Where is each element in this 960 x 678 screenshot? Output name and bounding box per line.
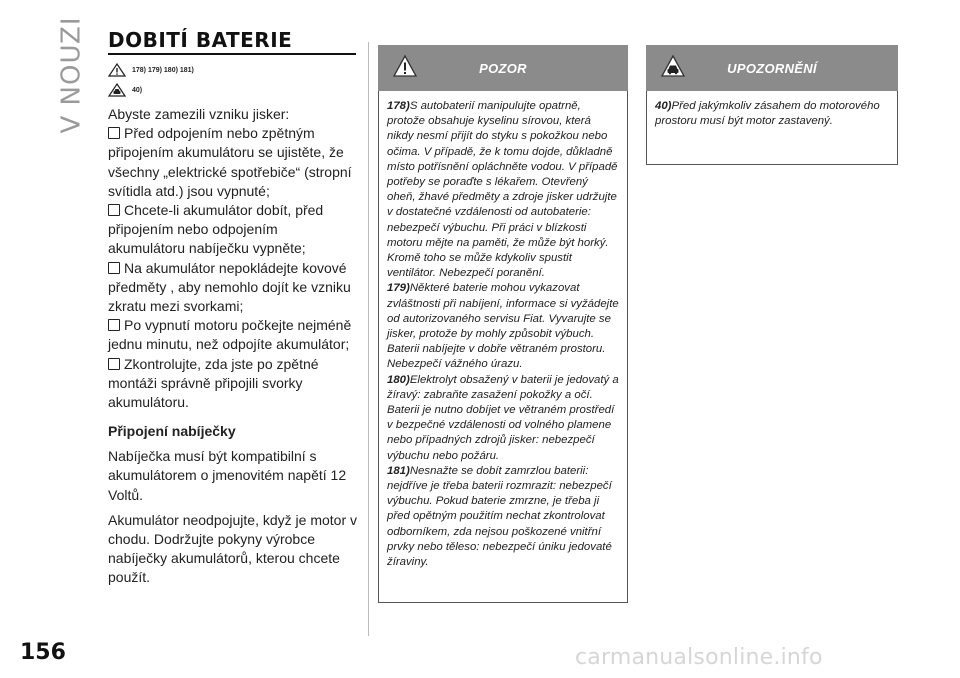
pozor-body — [378, 91, 628, 603]
checkbox-bullet-icon — [108, 358, 120, 370]
list-item: Chcete-li akumulátor dobít, před připojením nebo odpojením akumulátoru nabíječku vypněte; — [108, 202, 324, 257]
caution-item: 40)Před jakýmkoliv zásahem do motorového prostoru musí být motor zastavený. — [655, 100, 880, 128]
pozor-header — [378, 45, 628, 91]
upozorneni-body — [646, 91, 898, 165]
list-item: Před odpojením nebo zpětným připojením akumulátoru se ujistěte, že všechny „elektrické spotřebiče“ (stropní svítidla atd.) jsou vypnuté; — [108, 125, 352, 199]
checkbox-bullet-icon — [108, 319, 120, 331]
subheading: Připojení nabíječky — [108, 423, 236, 440]
warning-refs — [108, 63, 358, 77]
list-item: Zkontrolujte, zda jste po zpětné montáži správně připojili svorky akumulátoru. — [108, 355, 319, 411]
caution-refs-text: 40) — [132, 86, 143, 94]
body-text — [108, 105, 358, 588]
upozorneni-header — [646, 45, 898, 91]
warning-refs-text: 178) 179) 180) 181) — [132, 66, 194, 74]
title-rule — [108, 53, 356, 55]
list-item: Po vypnutí motoru počkejte nejméně jednu minutu, než odpojíte akumulátor; — [108, 317, 352, 353]
upozorneni-title: UPOZORNĚNÍ — [727, 60, 817, 76]
warning-item: 181)Nesnažte se dobít zamrzlou baterii: nejdříve je třeba baterii rozmrazit: nebezpečí výbuchu. Pokud baterie zmrzne, je třeba ji před opětným použitím nechat zkontrolovat odborníkem, zda nejsou poškozené vnitřní prvky nebo těleso: nebezpečí úniku jedovaté žíraviny. — [387, 464, 612, 569]
checkbox-bullet-icon — [108, 204, 120, 216]
caution-refs — [108, 83, 358, 97]
main-column — [108, 28, 358, 588]
checkbox-bullet-icon — [108, 127, 120, 139]
car-caution-icon — [108, 83, 126, 97]
column-divider — [368, 42, 369, 636]
warning-item: 180)Elektrolyt obsažený v baterii je jedovatý a žíravý: zabraňte zasažení pokožky a očí. Baterii je nutno dobíjet ve větraném prostředí v bezpečné vzdálenosti od volného plamene nebo případných zdrojů jisker: nebezpečí výbuchu nebo požáru. — [387, 373, 619, 462]
upozorneni-box — [646, 45, 898, 165]
warning-item: 179)Některé baterie mohou vykazovat zvláštnosti při nabíjení, informace si vyžádejte od autorizovaného servisu Fiat. Vyvarujte se jisker, protože by mohly způsobit výbuch. Baterii nabíjejte v dobře větraném prostoru. Nebezpečí vážného úrazu. — [387, 282, 619, 371]
page-number: 156 — [20, 640, 66, 665]
car-caution-icon — [660, 54, 686, 78]
watermark: carmanualsonline.info — [575, 645, 823, 670]
section-side-label — [57, 16, 87, 134]
checkbox-bullet-icon — [108, 262, 120, 274]
intro-text: Abyste zamezili vzniku jisker: — [108, 106, 290, 122]
paragraph: Nabíječka musí být kompatibilní s akumulátorem o jmenovitém napětí 12 Voltů. — [108, 448, 347, 503]
side-label-text: V NOUZI — [57, 16, 87, 134]
warning-triangle-icon — [108, 63, 126, 77]
paragraph: Akumulátor neodpojujte, když je motor v chodu. Dodržujte pokyny výrobce nabíječky akumulátorů, kterou chcete použít. — [108, 511, 358, 586]
list-item: Na akumulátor nepokládejte kovové předměty , aby nemohlo dojít ke vzniku zkratu mezi svorkami; — [108, 259, 351, 315]
pozor-title: POZOR — [479, 60, 527, 76]
warning-item: 178)S autobaterií manipulujte opatrně, protože obsahuje kyselinu sírovou, která nikdy nesmí přijít do styku s pokožkou nebo očima. V případě, že k tomu dojde, důkladně místo potřísnění opláchněte vodou. V případě potřeby se poraďte s lékařem. Otevřený oheň, žhavé předměty a zdroje jisker udržujte v dostatečné vzdálenosti od autobaterie: nebezpečí výbuchu. Při práci v blízkosti motoru mějte na paměti, že může být horký. Kromě toho se může kdykoliv spustit ventilátor. Nebezpečí poranění. — [387, 100, 618, 280]
pozor-box — [378, 45, 628, 603]
warning-triangle-icon — [392, 54, 418, 78]
page-title: DOBITÍ BATERIE — [108, 28, 293, 52]
